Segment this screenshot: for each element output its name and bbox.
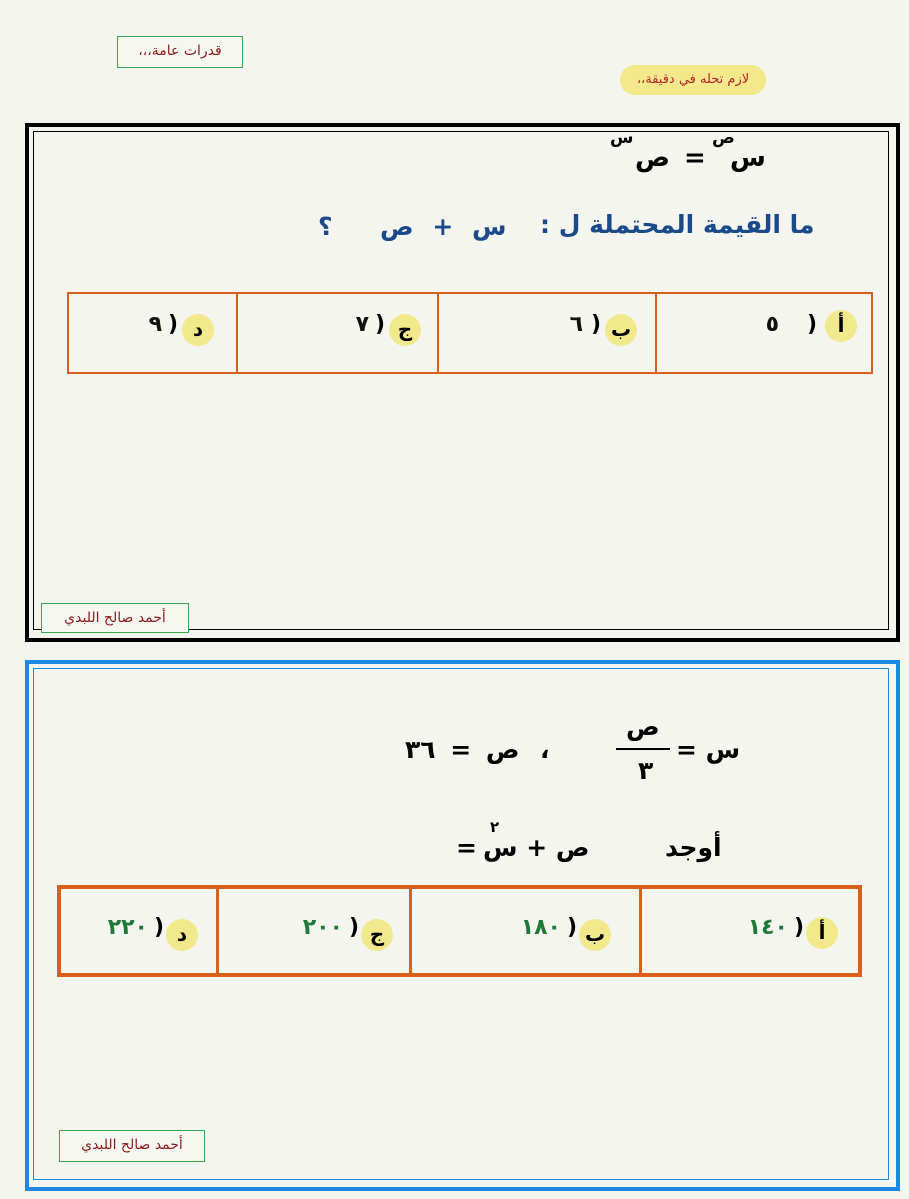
option-paren: )	[348, 915, 359, 940]
question1-expression: س + ص	[380, 212, 507, 241]
question1-prompt: ما القيمة المحتملة ل :	[540, 210, 815, 239]
option-value: ٧	[355, 312, 369, 337]
option-paren: )	[793, 915, 804, 940]
option-value: ١٤٠	[747, 915, 788, 940]
eq1-exp-right: س	[610, 128, 634, 148]
find-word: أوجد	[665, 833, 722, 862]
option-d[interactable]	[61, 889, 216, 973]
find-expression: ص + س	[483, 833, 590, 862]
question2-author: أحمد صالح اللبدي	[59, 1130, 205, 1162]
eq1-base-right: ص	[635, 143, 670, 173]
option-paren: )	[153, 915, 164, 940]
option-paren: )	[374, 312, 385, 337]
eq1-base-left: س	[730, 143, 766, 173]
fraction-line	[616, 748, 670, 750]
option-c[interactable]	[236, 294, 437, 372]
option-letter-badge: ب	[605, 314, 637, 346]
option-letter-badge: د	[166, 919, 198, 951]
option-letter-badge: ب	[579, 919, 611, 951]
option-paren: )	[566, 915, 577, 940]
question2-options	[57, 885, 862, 977]
option-letter-badge: ج	[389, 314, 421, 346]
option-paren: )	[590, 312, 601, 337]
option-value: ٩	[148, 312, 162, 337]
option-letter-badge: ج	[361, 919, 393, 951]
eq1-equals: =	[684, 143, 706, 173]
find-equals: =	[456, 833, 477, 862]
option-c[interactable]	[216, 889, 409, 973]
option-value: ١٨٠	[520, 915, 561, 940]
eq2-lhs: س =	[676, 735, 741, 764]
option-d[interactable]	[69, 294, 236, 372]
option-b[interactable]	[409, 889, 639, 973]
option-letter-badge: أ	[825, 310, 857, 342]
category-label: قدرات عامة،،،	[117, 36, 243, 68]
find-exponent: ٢	[490, 818, 500, 836]
option-a[interactable]	[655, 294, 871, 372]
option-paren: )	[806, 312, 817, 337]
option-b[interactable]	[437, 294, 655, 372]
eq2-numerator: ص	[626, 712, 660, 741]
eq1-exp-left: ص	[712, 128, 735, 148]
option-paren: )	[167, 312, 178, 337]
option-letter-badge: د	[182, 314, 214, 346]
option-value: ٥	[765, 312, 779, 337]
eq2-denominator: ٣	[638, 756, 654, 785]
option-letter-badge: أ	[806, 917, 838, 949]
eq2-given: ص = ٣٦	[405, 735, 520, 764]
eq2-separator: ،	[540, 735, 550, 764]
option-value: ٢٠٠	[302, 915, 343, 940]
option-value: ٦	[569, 312, 583, 337]
option-value: ٢٢٠	[107, 915, 148, 940]
option-a[interactable]	[639, 889, 858, 973]
question1-inner-frame	[33, 131, 889, 630]
time-note: لازم تحله في دقيقة،،	[620, 65, 766, 95]
question1-options	[67, 292, 873, 374]
question1-question-mark: ؟	[318, 212, 333, 241]
question1-author: أحمد صالح اللبدي	[41, 603, 189, 633]
